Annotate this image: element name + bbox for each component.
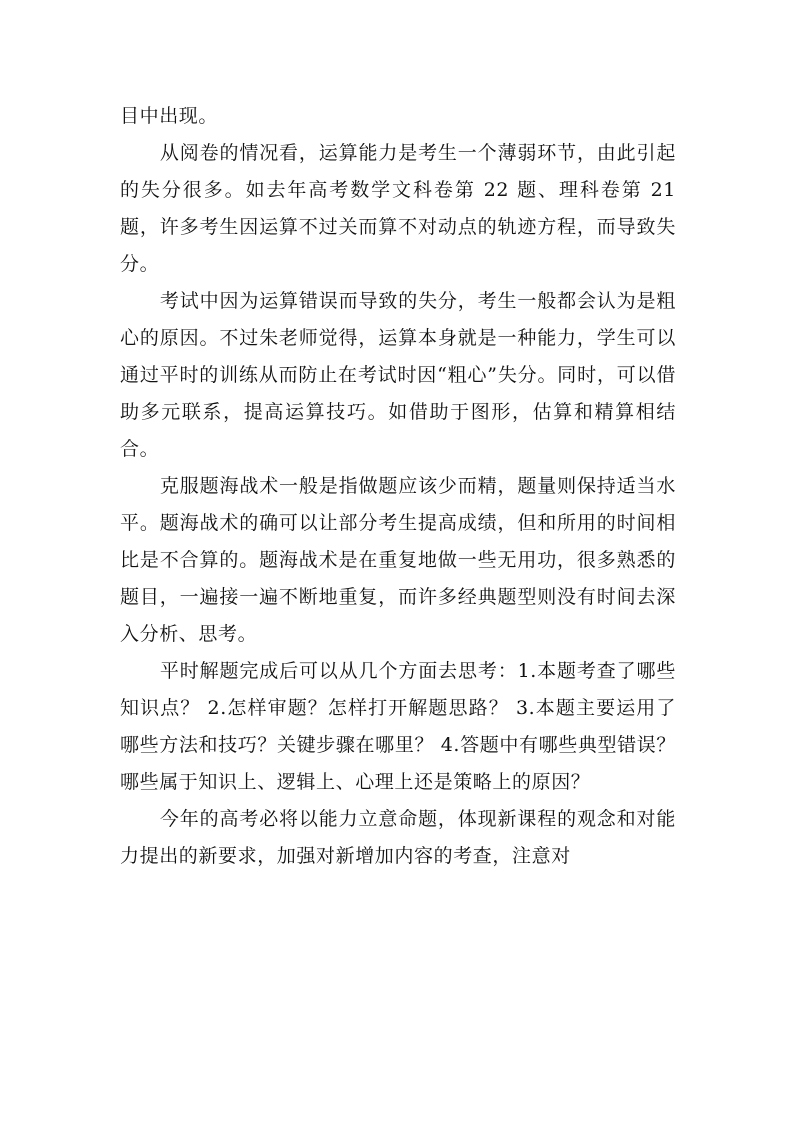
paragraph-calculation-weakness: 从阅卷的情况看，运算能力是考生一个薄弱环节，由此引起的失分很多。如去年高考数学文科卷第 22 题、理科卷第 21 题，许多考生因运算不过关而算不对动点的轨迹方程，而导致失分。: [120, 142, 676, 275]
paragraph-careless-errors: 考试中因为运算错误而导致的失分，考生一般都会认为是粗心的原因。不过朱老师觉得，运算本身就是一种能力，学生可以通过平时的训练从而防止在考试时因“粗心”失分。同时，可以借助多元联系，提高运算技巧。如借助于图形，估算和精算相结合。: [120, 290, 676, 460]
paragraph-question-sea-tactics: 克服题海战术一般是指做题应该少而精，题量则保持适当水平。题海战术的确可以让部分考生提高成绩，但和所用的时间相比是不合算的。题海战术是在重复地做一些无用功，很多熟悉的题目，一遍接一遍不断地重复，而许多经典题型则没有时间去深入分析、思考。: [120, 475, 676, 645]
paragraph-reflection-points: 平时解题完成后可以从几个方面去思考：1.本题考查了哪些知识点？ 2.怎样审题？怎样打开解题思路？ 3.本题主要运用了哪些方法和技巧？关键步骤在哪里？ 4.答题中有哪些典型错误？哪些属于知识上、逻辑上、心理上还是策略上的原因？: [120, 660, 676, 793]
document-body: [120, 98, 676, 875]
paragraph-continuation: 目中出现。: [120, 105, 219, 127]
paragraph-exam-outlook: 今年的高考必将以能力立意命题，体现新课程的观念和对能力提出的新要求，加强对新增加内容的考查，注意对: [120, 808, 676, 867]
